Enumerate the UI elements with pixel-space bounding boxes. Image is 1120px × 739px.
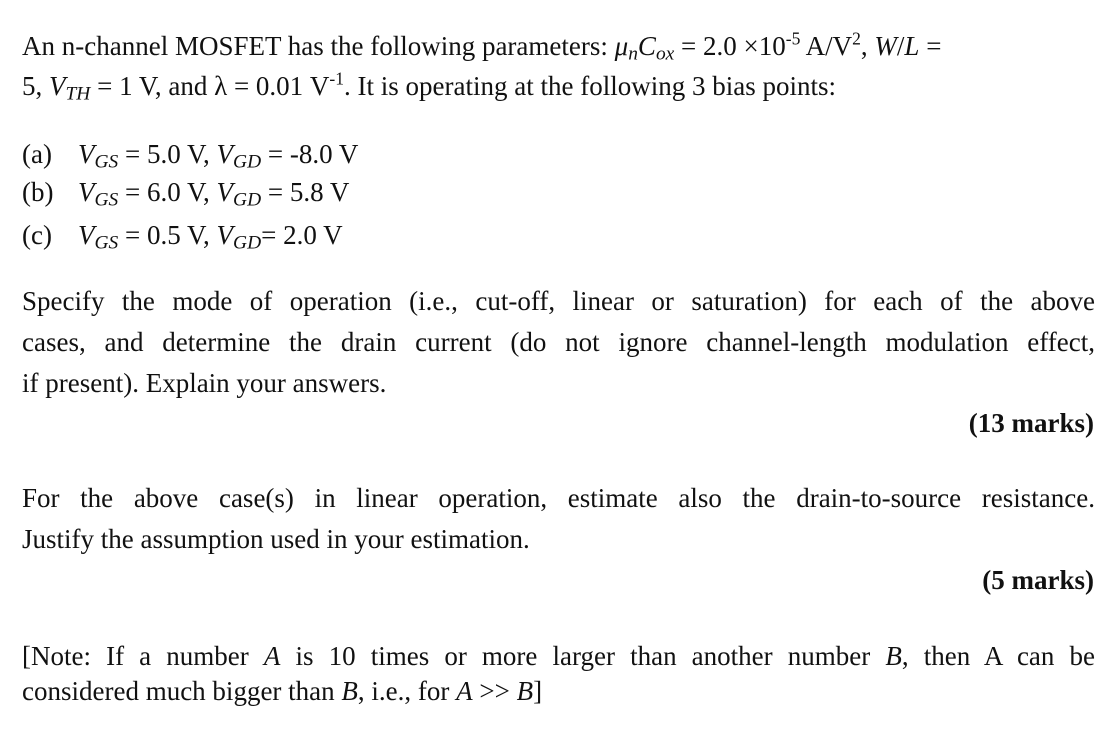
note-line-1: [Note: If a number A is 10 times or more larger than another number B, then A can be — [22, 641, 1096, 671]
bias-case-c: (c) $V_{GS} = 0.5$ V, $V_{GD}= 2.0$ V — [22, 220, 343, 254]
bias-case-b: (b) $V_{GS} = 6.0$ V, $V_{GD} = 5.8$ V — [22, 177, 350, 211]
note-line-2: considered much bigger than B, i.e., for A >> B] — [22, 676, 543, 706]
question-1-line-2: cases, and determine the drain current (do not ignore channel-length modulation effect, — [22, 327, 1095, 357]
question-1-marks: (13 marks) — [968, 408, 1094, 438]
bias-case-a: (a) $V_{GS} = 5.0$ V, $V_{GD} = -8.0$ V — [22, 139, 359, 173]
intro-line-2: 5, $V_{TH} = 1$ V, and λ = 0.01 $V^{-1}$. It is operating at the following 3 bias points: — [22, 68, 836, 105]
mu-symbol: μ — [614, 31, 629, 61]
case-label: (b) — [22, 177, 54, 207]
case-label: (c) — [22, 220, 52, 250]
question-2-marks: (5 marks) — [982, 565, 1094, 595]
case-label: (a) — [22, 139, 52, 169]
question-2-line-2: Justify the assumption used in your estimation. — [22, 524, 530, 554]
intro-line-1: An n-channel MOSFET has the following parameters: $\mu_nC_{ox} = 2.0 \times 10^{-5}$ $A/V^2$, W/L = — [22, 28, 942, 65]
question-1-line-3: if present). Explain your answers. — [22, 368, 387, 398]
question-1-line-1: Specify the mode of operation (i.e., cut-off, linear or saturation) for each of the above — [22, 286, 1095, 316]
question-2-line-1: For the above case(s) in linear operation, estimate also the drain-to-source resistance. — [22, 483, 1095, 513]
